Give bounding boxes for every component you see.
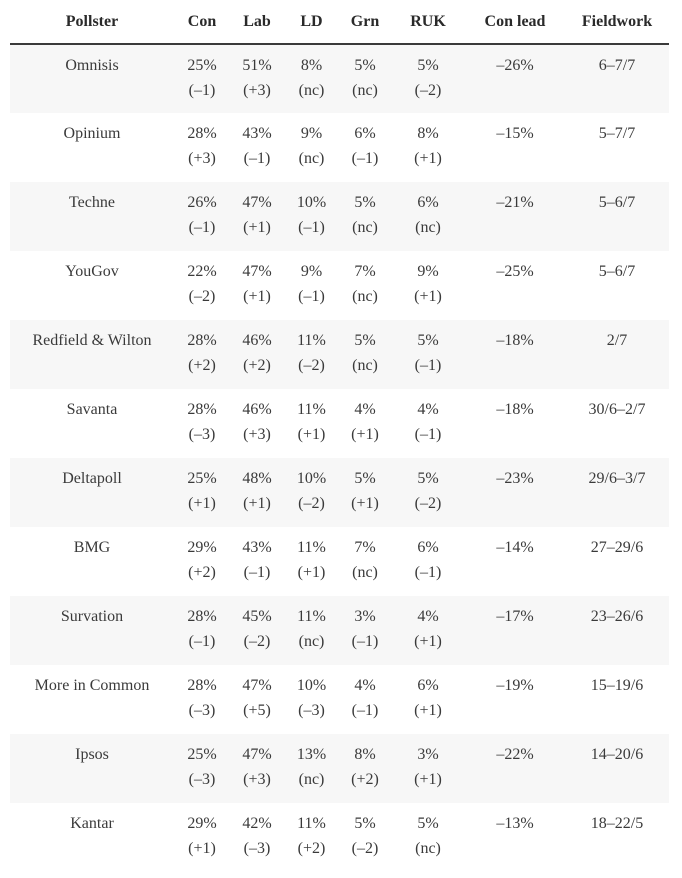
lab-cell <box>230 458 284 527</box>
lab-share: 46% <box>242 401 272 418</box>
con-lead-value: –23% <box>496 470 534 487</box>
table-row <box>10 458 669 527</box>
con-lead-cell <box>465 113 565 182</box>
con-cell <box>174 251 230 320</box>
table-row <box>10 182 669 251</box>
con-share: 25% <box>187 470 217 487</box>
lab-change: (+3) <box>243 426 271 443</box>
con-lead-cell <box>465 320 565 389</box>
ruk-change: (–2) <box>414 495 442 512</box>
fieldwork-dates: 23–26/6 <box>590 608 644 625</box>
con-lead-cell <box>465 389 565 458</box>
lab-cell <box>230 665 284 734</box>
ld-share: 9% <box>300 125 323 142</box>
con-share: 28% <box>187 608 217 625</box>
grn-share: 5% <box>354 194 376 211</box>
header-pollster: Pollster <box>10 0 174 44</box>
ld-change: (+2) <box>297 840 326 857</box>
con-lead-cell <box>465 596 565 665</box>
lab-cell <box>230 320 284 389</box>
pollster-cell <box>10 44 174 113</box>
pollster-name: Survation <box>60 608 124 625</box>
con-lead-cell <box>465 458 565 527</box>
ld-cell <box>284 44 339 113</box>
ruk-change: (+1) <box>414 771 442 788</box>
con-share: 26% <box>187 194 217 211</box>
pollster-cell <box>10 320 174 389</box>
fieldwork-dates: 18–22/5 <box>590 815 644 832</box>
ruk-change: (+1) <box>414 288 442 305</box>
fieldwork-dates: 29/6–3/7 <box>588 470 646 487</box>
grn-change: (nc) <box>352 219 378 236</box>
ld-share: 10% <box>296 194 327 211</box>
con-cell <box>174 182 230 251</box>
header-grn: Grn <box>339 0 391 44</box>
con-lead-value: –18% <box>496 401 534 418</box>
fieldwork-cell <box>565 803 669 872</box>
fieldwork-dates: 2/7 <box>606 332 628 349</box>
ruk-cell <box>391 182 465 251</box>
con-change: (–3) <box>188 771 216 788</box>
grn-share: 5% <box>354 815 376 832</box>
con-lead-value: –26% <box>496 57 534 74</box>
fieldwork-cell <box>565 527 669 596</box>
pollster-cell <box>10 251 174 320</box>
lab-share: 43% <box>242 125 272 142</box>
con-lead-value: –21% <box>496 194 534 211</box>
con-lead-cell <box>465 182 565 251</box>
con-cell <box>174 389 230 458</box>
ld-share: 11% <box>297 815 326 832</box>
lab-change: (–3) <box>243 840 271 857</box>
ruk-share: 6% <box>417 539 439 556</box>
fieldwork-cell <box>565 182 669 251</box>
grn-share: 5% <box>354 332 376 349</box>
ruk-change: (–1) <box>414 426 442 443</box>
con-lead-value: –25% <box>496 263 534 280</box>
table-row <box>10 251 669 320</box>
grn-cell <box>339 458 391 527</box>
ruk-change: (–2) <box>414 82 442 99</box>
con-share: 25% <box>187 746 217 763</box>
con-cell <box>174 113 230 182</box>
ruk-cell <box>391 527 465 596</box>
con-share: 28% <box>187 125 217 142</box>
lab-change: (+5) <box>243 702 271 719</box>
ld-cell <box>284 113 339 182</box>
fieldwork-dates: 5–7/7 <box>598 125 636 142</box>
con-lead-cell <box>465 803 565 872</box>
ld-change: (–3) <box>298 702 325 719</box>
grn-change: (+1) <box>351 495 379 512</box>
fieldwork-dates: 30/6–2/7 <box>588 401 646 418</box>
lab-change: (+1) <box>243 495 271 512</box>
ld-cell <box>284 665 339 734</box>
con-lead-cell <box>465 665 565 734</box>
ld-share: 11% <box>297 401 326 418</box>
con-lead-cell <box>465 527 565 596</box>
table-row <box>10 734 669 803</box>
grn-share: 7% <box>354 539 376 556</box>
lab-share: 48% <box>242 470 272 487</box>
ruk-cell <box>391 113 465 182</box>
grn-share: 3% <box>354 608 376 625</box>
grn-cell <box>339 251 391 320</box>
ruk-share: 5% <box>417 332 439 349</box>
lab-cell <box>230 734 284 803</box>
pollster-name: YouGov <box>65 263 119 280</box>
ruk-share: 9% <box>417 263 439 280</box>
con-share: 28% <box>187 401 217 418</box>
ld-share: 11% <box>297 539 326 556</box>
con-lead-value: –14% <box>496 539 534 556</box>
lab-cell <box>230 251 284 320</box>
ruk-share: 3% <box>417 746 439 763</box>
ld-cell <box>284 251 339 320</box>
pollster-name: Deltapoll <box>62 470 122 487</box>
table-row <box>10 527 669 596</box>
con-change: (–1) <box>188 633 216 650</box>
ruk-cell <box>391 44 465 113</box>
con-cell <box>174 665 230 734</box>
polling-table <box>10 0 669 872</box>
ld-change: (+1) <box>297 426 326 443</box>
ruk-change: (+1) <box>414 633 442 650</box>
pollster-cell <box>10 182 174 251</box>
fieldwork-cell <box>565 251 669 320</box>
ruk-share: 8% <box>417 125 439 142</box>
fieldwork-dates: 27–29/6 <box>590 539 644 556</box>
con-share: 25% <box>187 57 217 74</box>
con-lead-cell <box>465 44 565 113</box>
ruk-cell <box>391 389 465 458</box>
pollster-name: Opinium <box>63 125 121 142</box>
ruk-share: 4% <box>417 401 439 418</box>
ld-cell <box>284 389 339 458</box>
con-lead-value: –15% <box>496 125 534 142</box>
fieldwork-cell <box>565 113 669 182</box>
lab-cell <box>230 113 284 182</box>
fieldwork-dates: 5–6/7 <box>598 194 636 211</box>
con-change: (–1) <box>188 82 216 99</box>
ruk-cell <box>391 665 465 734</box>
grn-share: 5% <box>354 470 376 487</box>
ruk-cell <box>391 320 465 389</box>
lab-share: 42% <box>242 815 272 832</box>
grn-cell <box>339 113 391 182</box>
con-share: 28% <box>187 677 217 694</box>
pollster-cell <box>10 665 174 734</box>
con-change: (+1) <box>188 840 216 857</box>
pollster-name: Redfield & Wilton <box>32 332 152 349</box>
con-cell <box>174 596 230 665</box>
ruk-change: (–1) <box>414 564 442 581</box>
grn-change: (–1) <box>351 150 379 167</box>
lab-share: 47% <box>242 194 272 211</box>
grn-cell <box>339 320 391 389</box>
grn-change: (+2) <box>351 771 379 788</box>
ruk-share: 6% <box>417 677 439 694</box>
fieldwork-dates: 6–7/7 <box>598 57 636 74</box>
grn-change: (nc) <box>352 357 378 374</box>
grn-cell <box>339 596 391 665</box>
grn-share: 4% <box>354 401 376 418</box>
pollster-cell <box>10 113 174 182</box>
ruk-change: (+1) <box>414 150 442 167</box>
ruk-share: 6% <box>417 194 439 211</box>
ld-share: 9% <box>300 263 323 280</box>
table-row <box>10 113 669 182</box>
pollster-cell <box>10 389 174 458</box>
con-lead-value: –18% <box>496 332 534 349</box>
con-cell <box>174 803 230 872</box>
grn-change: (+1) <box>351 426 379 443</box>
header-lab: Lab <box>230 0 284 44</box>
lab-change: (+2) <box>243 357 271 374</box>
fieldwork-cell <box>565 458 669 527</box>
table-row <box>10 389 669 458</box>
ld-cell <box>284 803 339 872</box>
grn-cell <box>339 182 391 251</box>
ld-change: (–2) <box>298 357 325 374</box>
ld-change: (nc) <box>298 771 325 788</box>
table-row <box>10 665 669 734</box>
grn-share: 8% <box>354 746 376 763</box>
ruk-share: 5% <box>417 470 439 487</box>
grn-cell <box>339 665 391 734</box>
fieldwork-cell <box>565 596 669 665</box>
lab-cell <box>230 596 284 665</box>
ld-share: 10% <box>296 470 327 487</box>
fieldwork-cell <box>565 44 669 113</box>
fieldwork-cell <box>565 734 669 803</box>
grn-change: (–1) <box>351 702 379 719</box>
con-share: 29% <box>187 539 217 556</box>
table-row <box>10 44 669 113</box>
con-share: 28% <box>187 332 217 349</box>
table-row <box>10 803 669 872</box>
ld-change: (–2) <box>298 495 325 512</box>
con-change: (–3) <box>188 702 216 719</box>
header-row <box>10 0 669 44</box>
grn-cell <box>339 527 391 596</box>
ruk-cell <box>391 734 465 803</box>
ld-cell <box>284 320 339 389</box>
ld-change: (–1) <box>298 288 325 305</box>
pollster-cell <box>10 458 174 527</box>
pollster-cell <box>10 527 174 596</box>
lab-change: (–1) <box>243 150 271 167</box>
lab-share: 51% <box>242 57 272 74</box>
pollster-name: More in Common <box>34 677 150 694</box>
ld-cell <box>284 596 339 665</box>
con-change: (–1) <box>188 219 216 236</box>
con-share: 22% <box>187 263 217 280</box>
ld-share: 11% <box>297 332 326 349</box>
fieldwork-dates: 14–20/6 <box>590 746 644 763</box>
con-share: 29% <box>187 815 217 832</box>
lab-change: (–1) <box>243 564 271 581</box>
pollster-name: Kantar <box>70 815 114 832</box>
grn-cell <box>339 734 391 803</box>
grn-change: (–2) <box>351 840 379 857</box>
con-change: (+2) <box>188 357 216 374</box>
table-row <box>10 320 669 389</box>
con-cell <box>174 320 230 389</box>
header-ruk: RUK <box>391 0 465 44</box>
con-change: (+3) <box>188 150 216 167</box>
ld-share: 13% <box>296 746 327 763</box>
lab-change: (+3) <box>243 82 271 99</box>
ld-cell <box>284 527 339 596</box>
ruk-share: 5% <box>417 815 439 832</box>
con-cell <box>174 458 230 527</box>
ld-cell <box>284 458 339 527</box>
fieldwork-cell <box>565 665 669 734</box>
header-con: Con <box>174 0 230 44</box>
ruk-change: (nc) <box>415 219 441 236</box>
lab-share: 45% <box>242 608 272 625</box>
ruk-cell <box>391 251 465 320</box>
ruk-cell <box>391 596 465 665</box>
pollster-name: Savanta <box>66 401 118 418</box>
con-lead-value: –22% <box>496 746 534 763</box>
lab-change: (+3) <box>243 771 271 788</box>
pollster-name: Techne <box>69 194 115 211</box>
grn-change: (–1) <box>351 633 379 650</box>
ld-cell <box>284 734 339 803</box>
grn-share: 4% <box>354 677 376 694</box>
ld-change: (+1) <box>297 564 326 581</box>
lab-share: 47% <box>242 263 272 280</box>
ld-change: (nc) <box>298 150 325 167</box>
con-lead-value: –19% <box>496 677 534 694</box>
lab-cell <box>230 527 284 596</box>
lab-cell <box>230 803 284 872</box>
con-lead-cell <box>465 734 565 803</box>
ld-share: 8% <box>300 57 323 74</box>
header-con-lead: Con lead <box>465 0 565 44</box>
pollster-cell <box>10 734 174 803</box>
grn-change: (nc) <box>352 564 378 581</box>
con-cell <box>174 527 230 596</box>
grn-share: 6% <box>354 125 376 142</box>
ld-share: 10% <box>296 677 327 694</box>
fieldwork-dates: 15–19/6 <box>590 677 644 694</box>
lab-share: 47% <box>242 746 272 763</box>
lab-cell <box>230 389 284 458</box>
ld-change: (–1) <box>298 219 325 236</box>
con-change: (+2) <box>188 564 216 581</box>
con-lead-cell <box>465 251 565 320</box>
con-lead-value: –13% <box>496 815 534 832</box>
grn-change: (nc) <box>352 82 378 99</box>
lab-cell <box>230 44 284 113</box>
lab-cell <box>230 182 284 251</box>
ruk-share: 4% <box>417 608 439 625</box>
ruk-change: (–1) <box>414 357 442 374</box>
con-cell <box>174 44 230 113</box>
lab-change: (–2) <box>243 633 271 650</box>
ld-share: 11% <box>297 608 326 625</box>
grn-cell <box>339 44 391 113</box>
grn-cell <box>339 803 391 872</box>
con-lead-value: –17% <box>496 608 534 625</box>
ld-change: (nc) <box>298 82 325 99</box>
lab-change: (+1) <box>243 288 271 305</box>
pollster-name: Ipsos <box>75 746 109 763</box>
grn-cell <box>339 389 391 458</box>
fieldwork-cell <box>565 389 669 458</box>
grn-change: (nc) <box>352 288 378 305</box>
lab-share: 47% <box>242 677 272 694</box>
ld-change: (nc) <box>298 633 325 650</box>
con-change: (–2) <box>188 288 216 305</box>
lab-change: (+1) <box>243 219 271 236</box>
fieldwork-cell <box>565 320 669 389</box>
con-change: (–3) <box>188 426 216 443</box>
pollster-cell <box>10 803 174 872</box>
con-cell <box>174 734 230 803</box>
ruk-cell <box>391 458 465 527</box>
fieldwork-dates: 5–6/7 <box>598 263 636 280</box>
ruk-change: (+1) <box>414 702 442 719</box>
pollster-name: Omnisis <box>65 57 119 74</box>
ruk-change: (nc) <box>415 840 441 857</box>
pollster-cell <box>10 596 174 665</box>
grn-share: 7% <box>354 263 376 280</box>
lab-share: 43% <box>242 539 272 556</box>
ruk-share: 5% <box>417 57 439 74</box>
lab-share: 46% <box>242 332 272 349</box>
header-fieldwork: Fieldwork <box>565 0 669 44</box>
con-change: (+1) <box>188 495 216 512</box>
grn-share: 5% <box>354 57 376 74</box>
header-ld: LD <box>284 0 339 44</box>
table-row <box>10 596 669 665</box>
ld-cell <box>284 182 339 251</box>
pollster-name: BMG <box>73 539 111 556</box>
ruk-cell <box>391 803 465 872</box>
